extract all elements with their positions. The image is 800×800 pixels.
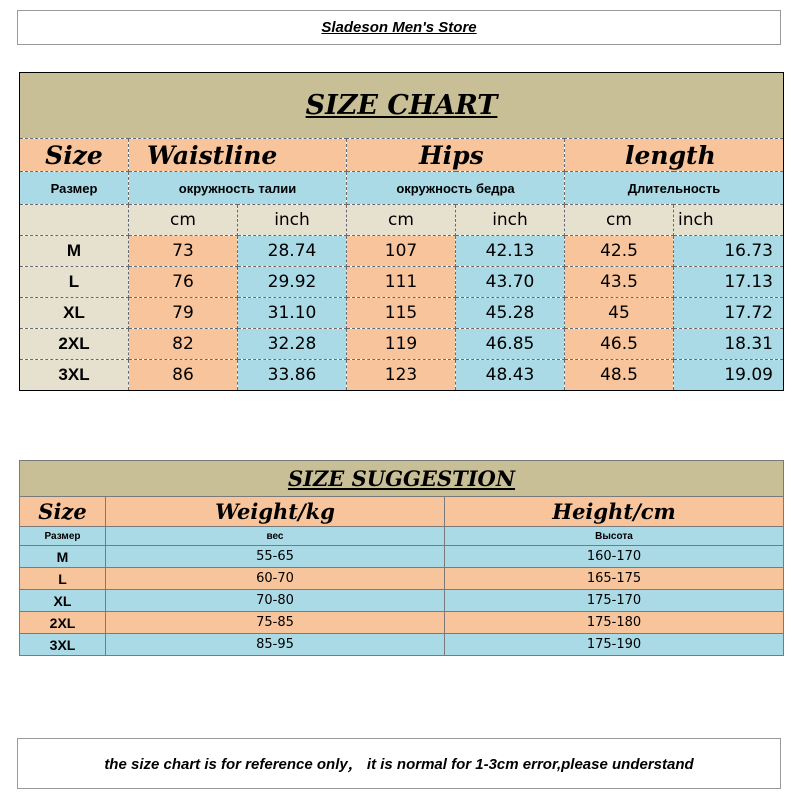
measurement-cell: 86 <box>129 360 238 391</box>
size-chart-row <box>20 267 784 298</box>
suggestion-size-cell: 3XL <box>20 634 106 656</box>
measurement-cell: 32.28 <box>238 329 347 360</box>
size-cell: M <box>20 236 129 267</box>
size-suggestion-row <box>20 590 784 612</box>
size-chart-row <box>20 236 784 267</box>
measurement-cell: 45 <box>565 298 674 329</box>
measurement-cell: 16.73 <box>674 236 784 267</box>
size-cell: XL <box>20 298 129 329</box>
measurement-cell: 31.10 <box>238 298 347 329</box>
suggestion-size-header: Size <box>20 497 106 527</box>
measurement-cell: 115 <box>347 298 456 329</box>
suggestion-size-header-ru: Размер <box>20 527 106 546</box>
height-cell: 175-180 <box>445 612 784 634</box>
disclaimer-text: the size chart is for reference only， it is normal for 1-3cm error,please understand <box>104 756 694 773</box>
suggestion-size-cell: XL <box>20 590 106 612</box>
size-suggestion-rows <box>20 546 784 656</box>
unit-label: cm <box>565 205 674 236</box>
weight-cell: 75-85 <box>106 612 445 634</box>
size-suggestion-row <box>20 634 784 656</box>
length-header-ru: Длительность <box>565 172 784 205</box>
size-chart-row <box>20 298 784 329</box>
suggestion-size-cell: 2XL <box>20 612 106 634</box>
measurement-cell: 17.72 <box>674 298 784 329</box>
size-suggestion-row <box>20 568 784 590</box>
size-suggestion-row <box>20 546 784 568</box>
height-cell: 160-170 <box>445 546 784 568</box>
measurement-cell: 33.86 <box>238 360 347 391</box>
height-header-ru: Высота <box>445 527 784 546</box>
size-chart-row <box>20 360 784 391</box>
measurement-cell: 45.28 <box>456 298 565 329</box>
unit-label: inch <box>456 205 565 236</box>
unit-label: inch <box>674 205 784 236</box>
weight-header-ru: вес <box>106 527 445 546</box>
measurement-cell: 82 <box>129 329 238 360</box>
unit-row-blank <box>20 205 129 236</box>
waistline-header-ru: окружность талии <box>129 172 347 205</box>
length-header: length <box>565 139 784 172</box>
store-name-banner <box>17 10 781 45</box>
waistline-header: Waistline <box>129 139 347 172</box>
measurement-cell: 43.5 <box>565 267 674 298</box>
size-chart-table <box>19 72 784 391</box>
height-cell: 165-175 <box>445 568 784 590</box>
measurement-cell: 17.13 <box>674 267 784 298</box>
store-name: Sladeson Men's Store <box>321 19 477 36</box>
measurement-cell: 111 <box>347 267 456 298</box>
weight-cell: 55-65 <box>106 546 445 568</box>
measurement-cell: 42.13 <box>456 236 565 267</box>
measurement-cell: 43.70 <box>456 267 565 298</box>
measurement-cell: 28.74 <box>238 236 347 267</box>
weight-header: Weight/kg <box>106 497 445 527</box>
unit-label: inch <box>238 205 347 236</box>
unit-label: cm <box>129 205 238 236</box>
size-suggestion-title: SIZE SUGGESTION <box>20 461 784 497</box>
size-suggestion-table <box>19 460 784 656</box>
measurement-cell: 107 <box>347 236 456 267</box>
measurement-cell: 42.5 <box>565 236 674 267</box>
unit-label: cm <box>347 205 456 236</box>
hips-header: Hips <box>347 139 565 172</box>
size-chart-rows <box>20 236 784 391</box>
height-cell: 175-170 <box>445 590 784 612</box>
weight-cell: 70-80 <box>106 590 445 612</box>
size-cell: 3XL <box>20 360 129 391</box>
size-cell: 2XL <box>20 329 129 360</box>
measurement-cell: 73 <box>129 236 238 267</box>
measurement-cell: 48.5 <box>565 360 674 391</box>
measurement-cell: 76 <box>129 267 238 298</box>
size-column-header: Size <box>20 139 129 172</box>
disclaimer-banner <box>17 738 781 789</box>
size-cell: L <box>20 267 129 298</box>
suggestion-size-cell: L <box>20 568 106 590</box>
size-header-ru: Размер <box>20 172 129 205</box>
measurement-cell: 119 <box>347 329 456 360</box>
measurement-cell: 29.92 <box>238 267 347 298</box>
size-chart-row <box>20 329 784 360</box>
measurement-cell: 123 <box>347 360 456 391</box>
measurement-cell: 19.09 <box>674 360 784 391</box>
measurement-cell: 79 <box>129 298 238 329</box>
hips-header-ru: окружность бедра <box>347 172 565 205</box>
size-chart-title: SIZE CHART <box>20 73 784 139</box>
suggestion-size-cell: M <box>20 546 106 568</box>
measurement-cell: 46.85 <box>456 329 565 360</box>
measurement-cell: 48.43 <box>456 360 565 391</box>
weight-cell: 85-95 <box>106 634 445 656</box>
size-suggestion-row <box>20 612 784 634</box>
weight-cell: 60-70 <box>106 568 445 590</box>
measurement-cell: 18.31 <box>674 329 784 360</box>
height-cell: 175-190 <box>445 634 784 656</box>
measurement-cell: 46.5 <box>565 329 674 360</box>
height-header: Height/cm <box>445 497 784 527</box>
